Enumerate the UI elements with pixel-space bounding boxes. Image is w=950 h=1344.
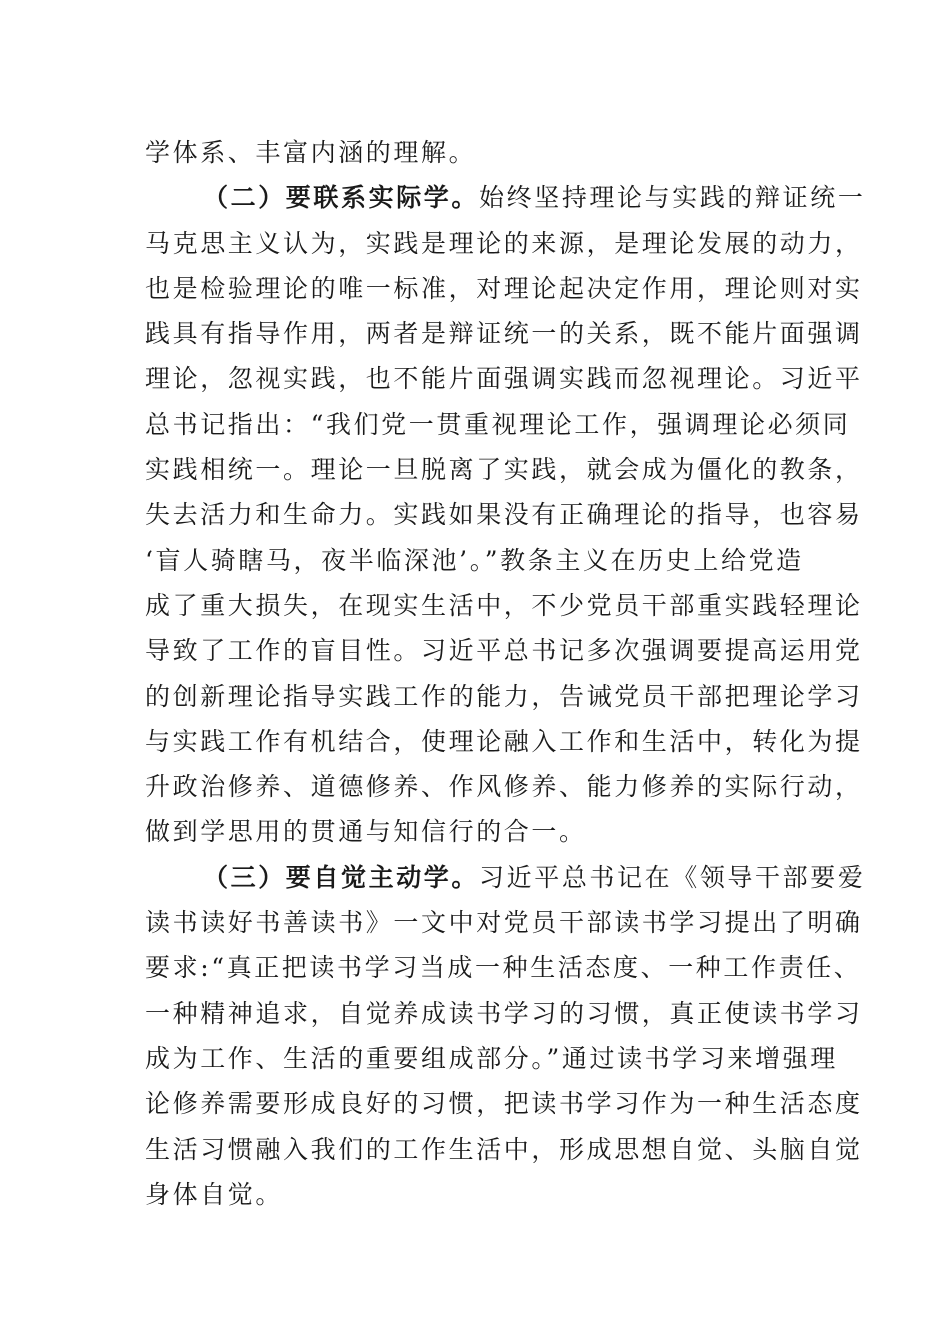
section-3-heading: （三）要自觉主动学。: [203, 862, 480, 892]
text-line: 要求:“真正把读书学习当成一种生活态度、一种工作责任、: [145, 953, 862, 983]
text-line: 升政治修养、道德修养、作风修养、能力修养的实际行动，: [145, 772, 863, 802]
text-line: 实践相统一。理论一旦脱离了实践，就会成为僵化的教条，: [145, 455, 863, 485]
text-line: 学体系、丰富内涵的理解。: [145, 138, 477, 167]
text-line: 与实践工作有机结合，使理论融入工作和生活中，转化为提: [145, 726, 863, 756]
text-line: 总书记指出：“我们党一贯重视理论工作，强调理论必须同: [145, 409, 851, 439]
text-line: 的创新理论指导实践工作的能力，告诫党员干部把理论学习: [145, 681, 863, 711]
text-line: ‘盲人骑瞎马，夜半临深池’。”教条主义在历史上给党造: [145, 545, 804, 575]
text-line: 身体自觉。: [145, 1179, 284, 1209]
section-2-first-line: [145, 175, 866, 220]
text-line: 也是检验理论的唯一标准，对理论起决定作用，理论则对实: [145, 273, 863, 303]
text-line: 马克思主义认为，实践是理论的来源，是理论发展的动力，: [145, 228, 863, 258]
text-line: 做到学思用的贯通与知信行的合一。: [145, 817, 587, 847]
section-2-text: 始终坚持理论与实践的辩证统一: [479, 183, 866, 213]
section-3-text: 习近平总书记在《领导干部要爱: [479, 862, 866, 892]
text-line: 成为工作、生活的重要组成部分。”通过读书学习来增强理: [145, 1043, 838, 1073]
section-3-first-line: [145, 855, 866, 900]
text-line: 践具有指导作用，两者是辩证统一的关系，既不能片面强调: [145, 319, 863, 349]
text-line: 一种精神追求，自觉养成读书学习的习惯，真正使读书学习: [145, 998, 863, 1028]
text-line: 生活习惯融入我们的工作生活中，形成思想自觉、头脑自觉: [145, 1134, 863, 1164]
text-line: 理论，忽视实践，也不能片面强调实践而忽视理论。习近平: [145, 364, 863, 394]
document-body: [145, 130, 866, 1217]
text-line: 成了重大损失，在现实生活中，不少党员干部重实践轻理论: [145, 590, 863, 620]
text-line: 读书读好书善读书》一文中对党员干部读书学习提出了明确: [145, 908, 863, 938]
text-line: 失去活力和生命力。实践如果没有正确理论的指导，也容易: [145, 500, 863, 530]
section-2-heading: （二）要联系实际学。: [203, 183, 480, 213]
text-line: 论修养需要形成良好的习惯，把读书学习作为一种生活态度: [145, 1089, 863, 1119]
text-line: 导致了工作的盲目性。习近平总书记多次强调要提高运用党: [145, 636, 863, 666]
